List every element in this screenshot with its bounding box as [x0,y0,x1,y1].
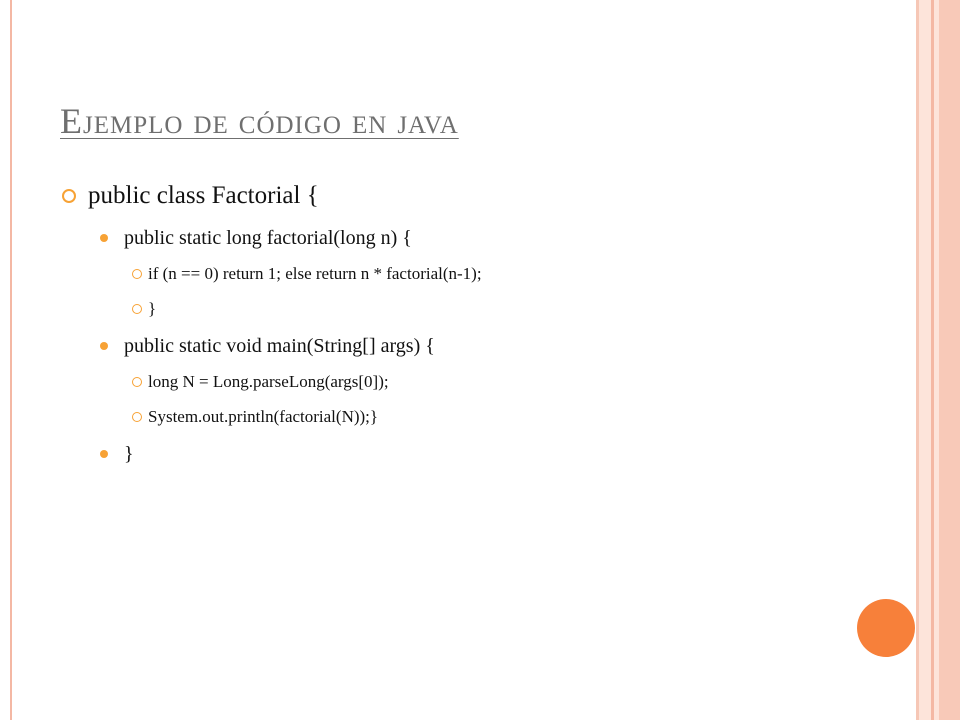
code-line: public static void main(String[] args) { [124,334,435,357]
accent-circle [857,599,915,657]
code-line: } [148,298,157,318]
ring-bullet-icon [62,189,76,203]
list-item [62,220,902,256]
slide-title: Ejemplo de código en java [60,101,459,141]
list-item [62,399,902,434]
list-item [62,328,902,364]
left-border-line [10,0,12,720]
ring-bullet-icon [132,377,142,387]
ring-bullet-icon [132,269,142,279]
list-item [62,172,902,220]
list-item [62,256,902,291]
list-item [62,291,902,326]
right-stripe [939,0,960,720]
dot-bullet-icon [100,450,108,458]
code-line: public static long factorial(long n) { [124,226,412,249]
list-item [62,364,902,399]
dot-bullet-icon [100,342,108,350]
ring-bullet-icon [132,412,142,422]
list-item [62,436,902,472]
code-line: System.out.println(factorial(N));} [148,406,379,426]
ring-bullet-icon [132,304,142,314]
code-line: public class Factorial { [88,182,319,209]
code-line: long N = Long.parseLong(args[0]); [148,371,389,391]
bullet-list [62,172,902,472]
code-line: if (n == 0) return 1; else return n * factorial(n-1); [148,263,482,283]
dot-bullet-icon [100,234,108,242]
right-stripe [919,0,931,720]
code-line: } [124,442,134,465]
